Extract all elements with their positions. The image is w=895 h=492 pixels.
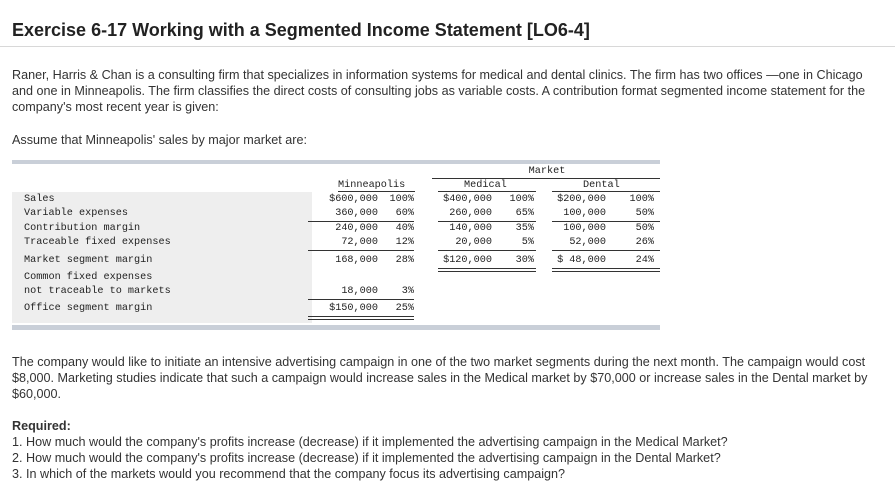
dental-subtotal-rule xyxy=(552,221,660,222)
dental-value: 52,000 xyxy=(569,237,606,248)
mpls-double-rule-bottom xyxy=(308,319,414,320)
dental-value: 100,000 xyxy=(563,208,606,219)
intro-paragraph: Raner, Harris & Chan is a consulting firm that specializes in information systems for medical and dental clinics. The firm has two offices —one in Chicago and one in Minneapolis. The firm classifies the direct costs of consulting jobs as variable costs. A contribution format segmented income statement for the company's most recent year is given: xyxy=(12,68,866,114)
required-section xyxy=(12,418,872,482)
medical-double-rule-top xyxy=(438,268,536,269)
mpls-percent: 40% xyxy=(395,223,414,234)
dental-percent: 100% xyxy=(629,194,654,205)
medical-header: Medical xyxy=(464,180,507,191)
medical-value: 20,000 xyxy=(455,237,492,248)
row-label: Common fixed expenses xyxy=(24,272,153,283)
dental-subtotal-rule xyxy=(552,250,660,251)
medical-percent: 30% xyxy=(515,255,534,266)
dental-value: 100,000 xyxy=(563,223,606,234)
table-top-bar xyxy=(12,160,660,164)
dental-percent: 24% xyxy=(635,255,654,266)
question-2: 2. How much would the company's profits increase (decrease) if it implemented the advertising campaign in the Dental Market? xyxy=(12,451,721,465)
dental-double-rule-bottom xyxy=(552,271,660,272)
medical-percent: 35% xyxy=(515,223,534,234)
question-1: 1. How much would the company's profits increase (decrease) if it implemented the advertising campaign in the Medical Market? xyxy=(12,435,728,449)
mpls-percent: 12% xyxy=(395,237,414,248)
mpls-value: 72,000 xyxy=(341,237,378,248)
dental-header-rule xyxy=(552,191,660,192)
mpls-percent: 60% xyxy=(395,208,414,219)
medical-value: $120,000 xyxy=(443,255,492,266)
market-header: Market xyxy=(528,166,566,177)
medical-value: $400,000 xyxy=(443,194,492,205)
mpls-value: $150,000 xyxy=(329,303,378,314)
mpls-value: $600,000 xyxy=(329,194,378,205)
row-label: not traceable to markets xyxy=(24,286,171,297)
row-label: Traceable fixed expenses xyxy=(24,237,171,248)
mpls-subtotal-rule xyxy=(308,250,414,251)
mpls-double-rule-top xyxy=(308,316,414,317)
medical-header-rule xyxy=(438,191,536,192)
mpls-subtotal-rule xyxy=(308,221,414,222)
question-3: 3. In which of the markets would you recommend that the company focus its advertising campaign? xyxy=(12,467,566,481)
row-label: Variable expenses xyxy=(24,208,128,219)
mpls-percent: 3% xyxy=(401,286,414,297)
assume-paragraph: Assume that Minneapolis' sales by major market are: xyxy=(12,133,307,147)
medical-percent: 100% xyxy=(509,194,534,205)
medical-value: 260,000 xyxy=(449,208,492,219)
mpls-percent: 100% xyxy=(389,194,414,205)
mpls-percent: 25% xyxy=(395,303,414,314)
dental-value: $ 48,000 xyxy=(557,255,606,266)
campaign-paragraph: The company would like to initiate an intensive advertising campaign in one of the two market segments during the next month. The campaign would cost $8,000. Marketing studies indicate that such a campaign would increase sales in the Medical market by $70,000 or increase sales in the Dental market by $60,000. xyxy=(12,355,868,401)
mpls-value: 18,000 xyxy=(341,286,378,297)
mpls-value: 360,000 xyxy=(335,208,378,219)
dental-value: $200,000 xyxy=(557,194,606,205)
medical-subtotal-rule xyxy=(438,221,536,222)
required-heading: Required: xyxy=(12,419,71,433)
row-label: Sales xyxy=(24,194,55,205)
table-bottom-bar xyxy=(12,325,660,330)
medical-double-rule-bottom xyxy=(438,271,536,272)
dental-percent: 50% xyxy=(635,223,654,234)
mpls-percent: 28% xyxy=(395,255,414,266)
dental-double-rule-top xyxy=(552,268,660,269)
row-label: Office segment margin xyxy=(24,303,153,314)
mpls-value: 168,000 xyxy=(335,255,378,266)
minneapolis-header-rule xyxy=(338,191,415,192)
medical-percent: 65% xyxy=(515,208,534,219)
medical-value: 140,000 xyxy=(449,223,492,234)
medical-subtotal-rule xyxy=(438,250,536,251)
mpls-value: 240,000 xyxy=(335,223,378,234)
exercise-title: Exercise 6-17 Working with a Segmented Income Statement [LO6-4] xyxy=(12,20,590,40)
row-label: Contribution margin xyxy=(24,223,141,234)
mpls-subtotal-rule xyxy=(308,299,414,300)
row-label: Market segment margin xyxy=(24,255,153,266)
minneapolis-header: Minneapolis xyxy=(338,180,406,191)
segmented-income-statement xyxy=(12,160,660,330)
dental-percent: 26% xyxy=(635,237,654,248)
dental-percent: 50% xyxy=(635,208,654,219)
title-divider xyxy=(0,46,895,47)
market-header-rule xyxy=(432,178,660,179)
dental-header: Dental xyxy=(583,180,620,191)
medical-percent: 5% xyxy=(521,237,534,248)
